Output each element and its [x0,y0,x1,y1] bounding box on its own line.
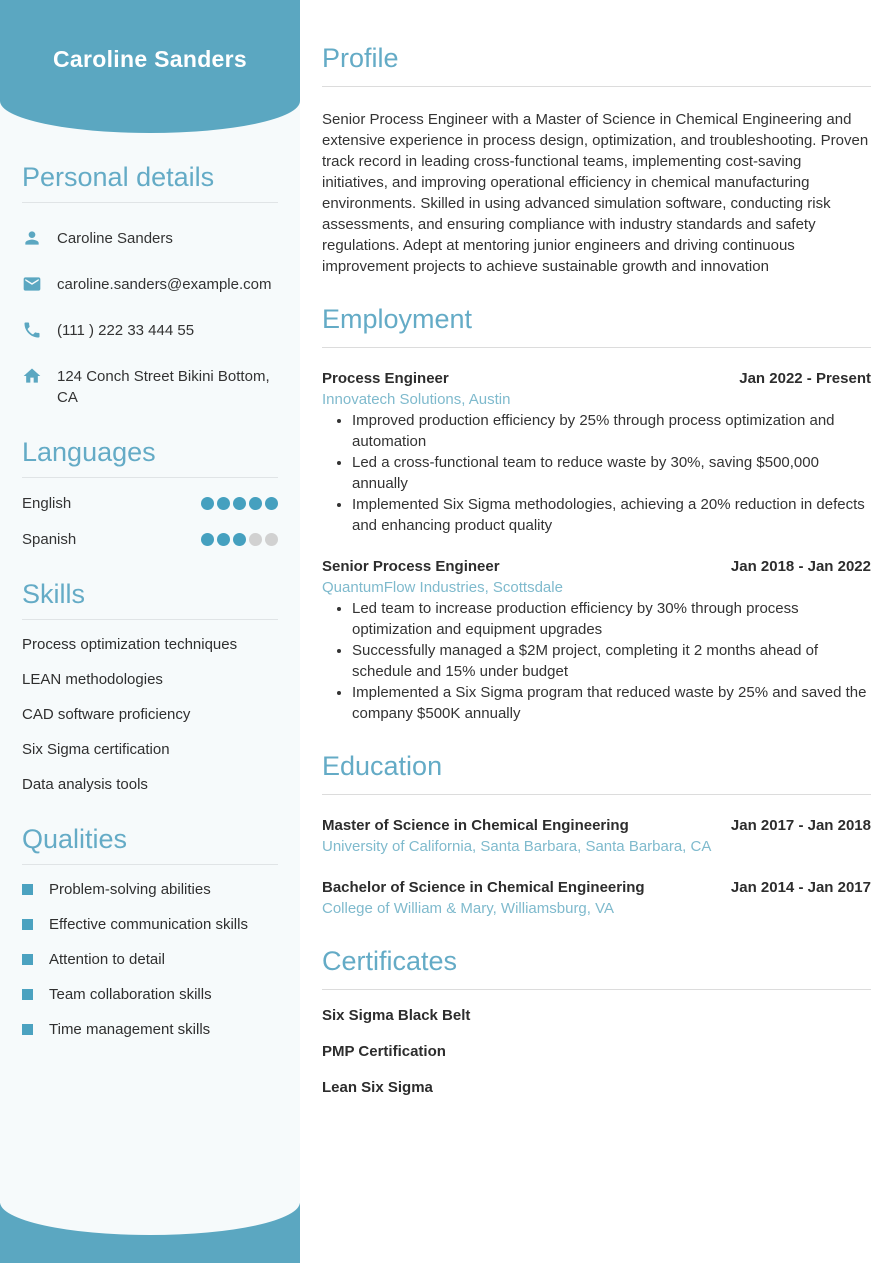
detail-row-email [22,274,278,295]
job-dates: Jan 2018 - Jan 2022 [730,558,871,575]
level-dot-filled [265,497,278,510]
skills-list [22,634,278,795]
job-title: Process Engineer [322,370,449,387]
home-icon [22,366,42,386]
language-row [22,529,278,550]
employment-section [322,303,871,724]
quality-label: Effective communication skills [49,916,248,933]
job-title: Senior Process Engineer [322,558,500,575]
level-dot-empty [249,533,262,546]
language-name: Spanish [22,531,77,548]
detail-email: caroline.sanders@example.com [57,276,272,293]
profile-summary: Senior Process Engineer with a Master of Science in Chemical Engineering and extensive experience in process design, optimization, and troubleshooting. Proven track record in leading cross-functional teams, implementing cost-saving initiatives, and improving operational efficiency in chemical manufacturing environments. Skilled in using advanced simulation software, conducting risk assessments, and ensuring compliance with industry standards and safety regulations. Adept at mentoring junior engineers and driving continuous improvement projects to achieve sustainable growth and innovation [322,111,869,275]
skill-item: CAD software proficiency [22,706,191,723]
certificates-heading: Certificates [322,946,458,976]
level-dot-filled [233,533,246,546]
quality-item [22,879,278,900]
quality-label: Time management skills [49,1021,211,1038]
job-bullet-list [322,410,871,536]
quality-item [22,1019,278,1040]
certificate-item: Six Sigma Black Belt [322,1007,471,1024]
job-bullet: • Led team to increase production efficiency by 30% through process optimization and equipment upgrades [352,598,871,640]
person-name: Caroline Sanders [53,46,247,72]
job-company: QuantumFlow Industries, Scottsdale [322,579,563,596]
language-level-dots [201,497,278,510]
square-bullet-icon [22,919,33,930]
degree-dates: Jan 2017 - Jan 2018 [730,817,871,834]
job-bullet: • Successfully managed a $2M project, completing it 2 months ahead of schedule and 15% under budget [352,640,871,682]
degree-dates: Jan 2014 - Jan 2017 [730,879,871,896]
detail-phone: (111 ) 222 33 444 55 [57,322,195,339]
degree-entry [322,877,871,919]
level-dot-empty [265,533,278,546]
language-level-dots [201,533,278,546]
sidebar [0,0,300,1263]
level-dot-filled [201,497,214,510]
education-heading: Education [322,751,443,781]
level-dot-filled [217,497,230,510]
certificate-item: Lean Six Sigma [322,1079,433,1096]
quality-item [22,984,278,1005]
section-divider [22,864,278,865]
degree-entry-head [322,815,871,836]
language-name: English [22,495,72,512]
certificate-item: PMP Certification [322,1043,446,1060]
qualities-section [0,823,300,1040]
certificate-list [322,1005,871,1098]
degree-school: University of California, Santa Barbara, Santa Barbara, CA [322,838,712,855]
job-bullet: • Led a cross-functional team to reduce waste by 30%, saving $500,000 annually [352,452,871,494]
section-divider [22,477,278,478]
square-bullet-icon [22,989,33,1000]
section-divider [322,989,871,990]
skill-item: Process optimization techniques [22,636,238,653]
section-divider [322,794,871,795]
job-bullet-list [322,598,871,724]
job-dates: Jan 2022 - Present [739,370,871,387]
main-content [300,0,893,1263]
level-dot-filled [249,497,262,510]
square-bullet-icon [22,954,33,965]
user-icon [22,228,42,248]
job-bullet: • Improved production efficiency by 25% through process optimization and automation [352,410,871,452]
qualities-list [22,879,278,1040]
job-entry [322,556,871,724]
level-dot-filled [233,497,246,510]
profile-heading: Profile [322,43,399,73]
personal-details-section [0,161,300,408]
employment-heading: Employment [322,304,473,334]
email-icon [22,274,42,294]
languages-heading: Languages [22,437,156,467]
square-bullet-icon [22,1024,33,1035]
section-divider [322,86,871,87]
language-rows [22,493,278,550]
section-divider [22,619,278,620]
degree-school: College of William & Mary, Williamsburg, VA [322,900,615,917]
quality-item [22,949,278,970]
education-section [322,750,871,919]
languages-section [0,436,300,550]
degree-entry-head [322,877,871,898]
job-entry-head [322,556,871,577]
quality-item [22,914,278,935]
quality-label: Problem-solving abilities [49,881,211,898]
section-divider [22,202,278,203]
level-dot-filled [201,533,214,546]
detail-row-name [22,228,278,249]
job-bullet: • Implemented Six Sigma methodologies, achieving a 20% reduction in defects and enhancing product quality [352,494,871,536]
skill-item: Six Sigma certification [22,741,170,758]
skill-item: LEAN methodologies [22,671,163,688]
language-row [22,493,278,514]
degree-title: Master of Science in Chemical Engineering [322,817,629,834]
phone-icon [22,320,42,340]
degree-entry [322,815,871,857]
qualities-heading: Qualities [22,824,128,854]
profile-section [322,42,871,277]
section-divider [322,347,871,348]
detail-address: 124 Conch Street Bikini Bottom, CA [57,368,270,406]
detail-name: Caroline Sanders [57,230,173,247]
quality-label: Team collaboration skills [49,986,212,1003]
detail-row-phone [22,320,278,341]
personal-details-heading: Personal details [22,162,215,192]
square-bullet-icon [22,884,33,895]
skill-item: Data analysis tools [22,776,148,793]
job-company: Innovatech Solutions, Austin [322,391,511,408]
job-entry-head [322,368,871,389]
degree-title: Bachelor of Science in Chemical Engineering [322,879,645,896]
job-bullet: • Implemented a Six Sigma program that reduced waste by 25% and saved the company $500K annually [352,682,871,724]
sidebar-header [0,0,300,133]
level-dot-filled [217,533,230,546]
detail-row-address [22,366,278,408]
certificates-section [322,945,871,1098]
quality-label: Attention to detail [49,951,165,968]
job-entry [322,368,871,536]
sidebar-footer-curve [0,1203,300,1263]
skills-section [0,578,300,795]
skills-heading: Skills [22,579,86,609]
